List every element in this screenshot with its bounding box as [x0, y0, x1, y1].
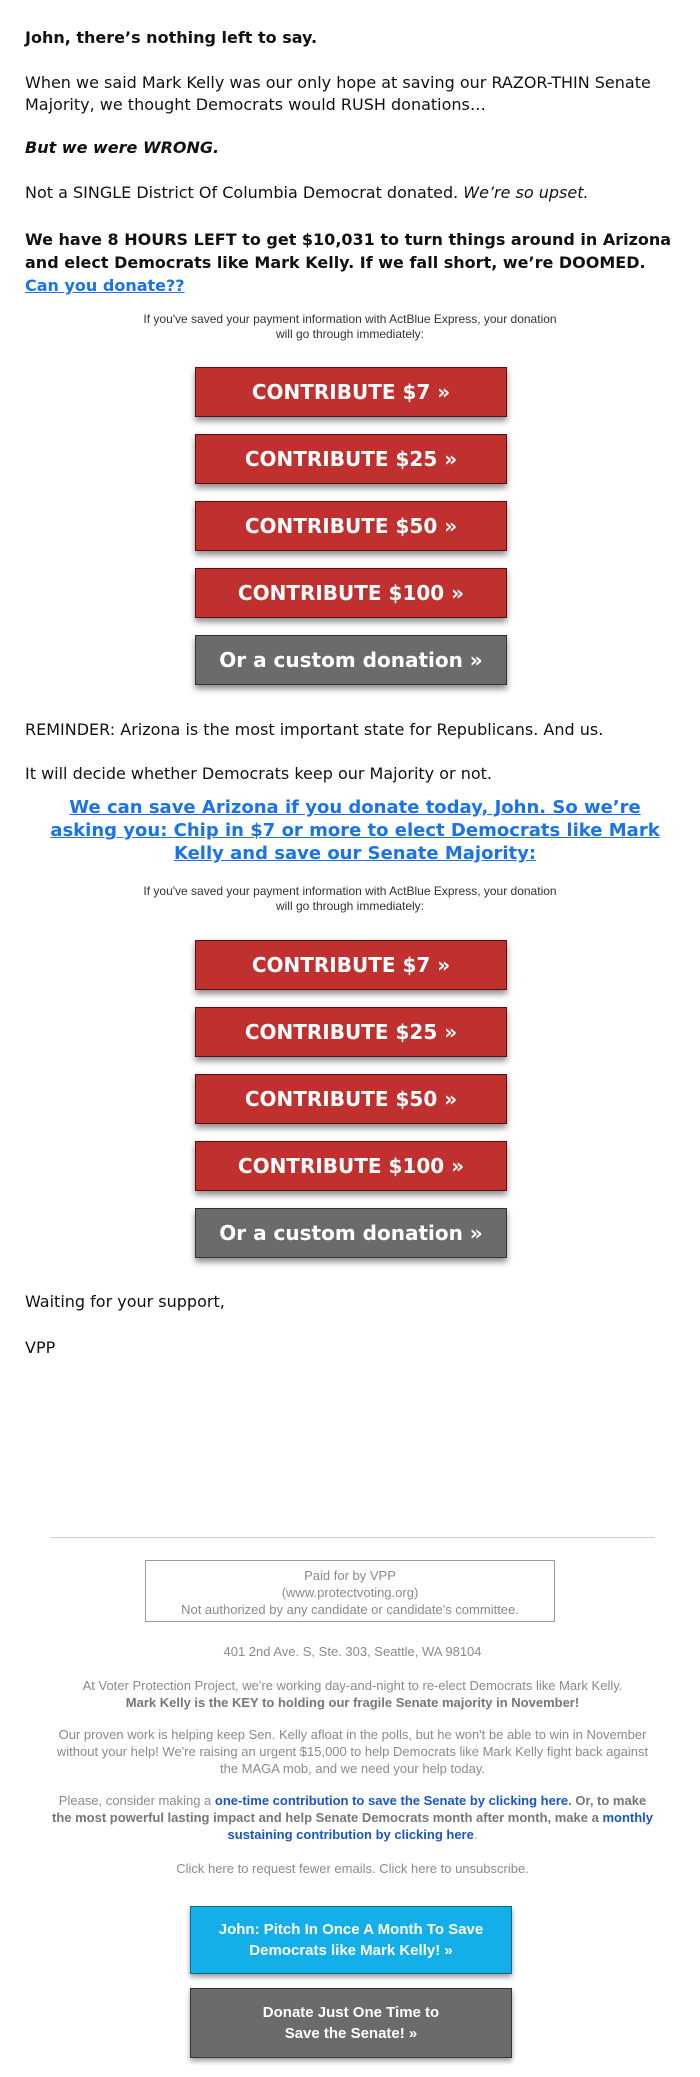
appeal-heading: [35, 796, 675, 865]
about-paragraph: [50, 1677, 655, 1711]
contribute-25-button-2[interactable]: CONTRIBUTE $25 »: [195, 1007, 507, 1057]
custom-donation-button-2[interactable]: Or a custom donation »: [195, 1208, 507, 1258]
footer-divider: [50, 1537, 655, 1538]
once-btn-line1: Donate Just One Time to: [262, 2004, 440, 2021]
not-authorized: Not authorized by any candidate or candidate's committee.: [181, 1602, 519, 1617]
actblue-note-line2: will go through immediately:: [275, 327, 425, 341]
unsubscribe-text[interactable]: to request fewer emails. Click here to unsubscribe.: [233, 1861, 529, 1876]
actblue-note-2-line2: will go through immediately:: [275, 899, 425, 913]
address: 401 2nd Ave. S, Ste. 303, Seattle, WA 98104: [223, 1644, 482, 1659]
proven-paragraph: Our proven work is helping keep Sen. Kelly afloat in the polls, but he won't be able to win in November without your help! We're raising an urgent $15,000 to help Democrats like Mark Kelly fight back against the MAGA mob, and we need your help today.: [56, 1727, 649, 1776]
paid-for-box: [145, 1560, 555, 1622]
upset-text: Not a SINGLE District Of Columbia Democrat donated.: [25, 183, 459, 202]
site-link[interactable]: www.protectvoting.org: [286, 1585, 414, 1600]
decide-paragraph: It will decide whether Democrats keep our Majority or not.: [25, 764, 492, 783]
monthly-btn-line1: John: Pitch In Once A Month To Save: [218, 1921, 484, 1938]
consider-mid: . Or, to make the most powerful lasting impact and help Senate Democrats month after month, make a: [52, 1793, 647, 1825]
deadline-text: We have 8 HOURS LEFT to get $10,031 to turn things around in Arizona and elect Democrats like Mark Kelly. If we fall short, we’re DOOMED.: [25, 230, 672, 272]
contribute-7-button-2[interactable]: CONTRIBUTE $7 »: [195, 940, 507, 990]
actblue-note: [25, 312, 675, 342]
reminder-paragraph: REMINDER: Arizona is the most important state for Republicans. And us.: [25, 720, 604, 739]
actblue-note-2-line1: If you've saved your payment information with ActBlue Express, your donation: [143, 884, 557, 898]
contribute-7-button[interactable]: CONTRIBUTE $7 »: [195, 367, 507, 417]
wrong-paragraph: But we were WRONG.: [25, 138, 220, 157]
headline: John, there’s nothing left to say.: [25, 28, 318, 47]
donate-link[interactable]: Can you donate??: [25, 276, 185, 295]
paid-by: Paid for by VPP: [304, 1568, 396, 1583]
upset-paragraph: [25, 183, 589, 202]
upset-italic: We’re so upset.: [463, 183, 589, 202]
contribute-25-button[interactable]: CONTRIBUTE $25 »: [195, 434, 507, 484]
intro-paragraph: When we said Mark Kelly was our only hope at saving our RAZOR-THIN Senate Majority, we thought Democrats would RUSH donations…: [25, 73, 651, 114]
one-time-donation-button[interactable]: [190, 1988, 512, 2058]
monthly-link[interactable]: monthly sustaining contribution by clicking here: [227, 1810, 653, 1842]
deadline-paragraph: [25, 228, 685, 297]
contribute-50-button-2[interactable]: CONTRIBUTE $50 »: [195, 1074, 507, 1124]
custom-donation-button[interactable]: Or a custom donation »: [195, 635, 507, 685]
consider-pre: Please, consider making a: [58, 1793, 215, 1808]
contribute-100-button-2[interactable]: CONTRIBUTE $100 »: [195, 1141, 507, 1191]
signature: VPP: [25, 1338, 56, 1357]
appeal-link[interactable]: We can save Arizona if you donate today, John. So we’re asking you: Chip in $7 or more to elect Democrats like Mark Kelly and save our Senate Majority:: [50, 797, 660, 864]
actblue-note-line1: If you've saved your payment information with ActBlue Express, your donation: [143, 312, 557, 326]
fewer-emails-link[interactable]: Click here: [176, 1861, 234, 1876]
consider-end: .: [473, 1827, 478, 1842]
monthly-btn-line2: Democrats like Mark Kelly! »: [249, 1942, 453, 1959]
contribute-100-button[interactable]: CONTRIBUTE $100 »: [195, 568, 507, 618]
actblue-note-2: [25, 884, 675, 914]
consider-paragraph: [50, 1792, 655, 1843]
about-text: At Voter Protection Project, we're working day-and-night to re-elect Democrats like Mark Kelly.: [82, 1678, 623, 1693]
onetime-link[interactable]: one-time contribution to save the Senate by clicking here: [214, 1793, 569, 1808]
contribute-50-button[interactable]: CONTRIBUTE $50 »: [195, 501, 507, 551]
paid-site-line: (www.protectvoting.org): [281, 1585, 419, 1600]
monthly-donation-button[interactable]: [190, 1906, 512, 1974]
waiting-line: Waiting for your support,: [25, 1292, 225, 1311]
once-btn-line2: Save the Senate! »: [284, 2025, 418, 2042]
about-bold: Mark Kelly is the KEY to holding our fragile Senate majority in November!: [125, 1695, 580, 1710]
unsubscribe-line: [50, 1860, 655, 1877]
